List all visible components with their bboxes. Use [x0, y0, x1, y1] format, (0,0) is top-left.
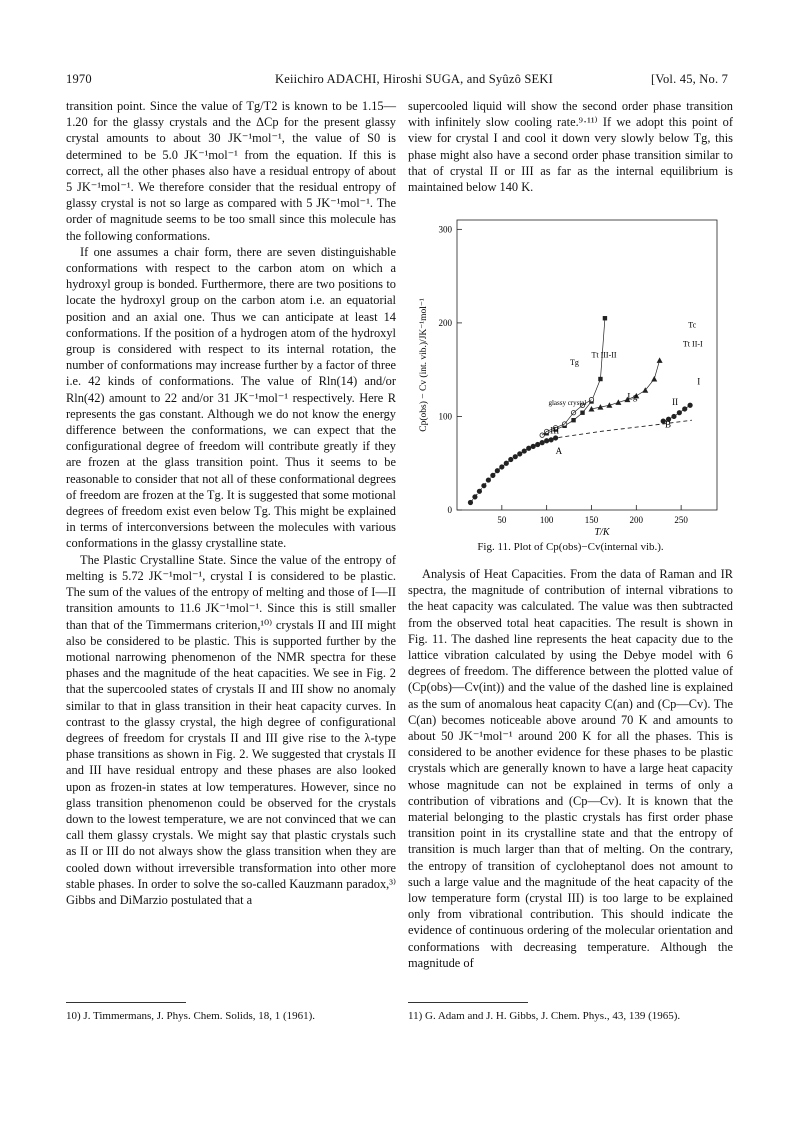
annotation-glassy: glassy crystal [548, 399, 587, 408]
heat-capacity-chart [412, 210, 730, 540]
data-point [509, 457, 513, 461]
annotation-I: I [697, 376, 701, 387]
right-column-top [408, 98, 733, 195]
chart-marks [468, 316, 692, 505]
x-tick-label: 50 [497, 515, 507, 525]
data-point [504, 461, 508, 465]
annotation-A: A [555, 445, 563, 456]
plot-frame [457, 220, 717, 510]
x-axis-label: T/K [594, 527, 610, 538]
paragraph: transition point. Since the value of Tg/T2 is known to be 1.15—1.20 for the glassy crystals and the ΔCp for the present glassy crystal amounts to about 30 JK⁻¹mol⁻¹, the value of S0 is determined to be 5.0 JK⁻¹mol⁻¹ from the equation. If this is correct, all the other phases also have a residual entropy of about 5 JK⁻¹mol⁻¹. We therefore consider that the residual entropy of glassy crystal is not so large as compared with 5 JK⁻¹mol⁻¹. The order of magnitude seems to be too small since this molecule has the following conformations. [66, 99, 396, 243]
annotation-Tg: Tg [569, 358, 579, 367]
right-column-bottom [408, 566, 733, 971]
data-point [468, 500, 472, 504]
data-point [522, 449, 526, 453]
annotation-Tc: Tc [688, 320, 697, 330]
y-tick-label: 300 [438, 224, 452, 235]
paragraph: supercooled liquid will show the second order phase transition with infinitely slow cooling rate.⁹·¹¹⁾ If we adopt this point of view for crystal I and cool it down very slowly below Tg, this phase might also have a second order phase transition similar to that of crystal II or III as far as the internal equilibrium is maintained below 140 K. [408, 99, 733, 195]
data-point [553, 436, 557, 440]
annotation-Lg: Lg [627, 391, 638, 402]
page-number: 1970 [66, 72, 92, 86]
footnote-rule [408, 1002, 528, 1003]
x-tick-label: 150 [584, 515, 599, 525]
x-tick-label: 200 [629, 515, 644, 525]
data-point [495, 469, 499, 473]
data-point [473, 495, 477, 499]
figure-caption: Fig. 11. Plot of Cp(obs)−Cv(internal vib.). [477, 541, 664, 553]
data-point [540, 440, 544, 444]
footnote-rule [66, 1002, 186, 1003]
data-point [482, 483, 486, 487]
y-tick-label: 100 [438, 411, 452, 422]
footnote-11: 11) G. Adam and J. H. Gibbs, J. Chem. Phys., 43, 139 (1965). [408, 1010, 681, 1022]
data-point [500, 465, 504, 469]
data-point [486, 478, 490, 482]
figure-11 [412, 210, 730, 540]
series-line [547, 318, 605, 436]
annotation-B: B [665, 419, 672, 430]
data-point [544, 439, 548, 443]
annotation-Tt1: Tt II-I [682, 339, 703, 349]
data-point [518, 452, 522, 456]
volume-label: [Vol. 45, No. 7 [651, 72, 729, 86]
data-point [491, 473, 495, 477]
data-point [657, 357, 663, 363]
left-column [66, 98, 396, 908]
data-point [513, 454, 517, 458]
annotation-II: II [672, 397, 679, 408]
y-axis-label: Cp(obs) − Cv (int. vib.)/JK⁻¹mol⁻¹ [419, 298, 429, 432]
data-point [549, 438, 553, 442]
paragraph: If one assumes a chair form, there are seven distinguishable conformations with respect to the carbon atom on which a hydroxyl group is bonded. Furthermore, there are two positions to locate the hydroxyl group on the carbon atom i.e. an equatorial position and an axial one. Thus we can anticipate at least 14 conformations. If the position of a hydrogen atom of the hydroxyl group is considered with respect to its internal rotation, the number of conformations may increase further by a factor of three i.e. 42 kinds of conformations. The value of Rln(14) and/or Rln(42) amount to 22 and/or 31 JK⁻¹mol⁻¹ respectively. Here R represents the gas constant. Although we do not know the energy difference between the conformations, we can expect that the configurational degree of freedom will contribute greatly if they are frozen at the glass transition point. Thus it seems to be reasonable to consider that not all of these conformational degrees of freedom are frozen at the Tg. It is suggested that some motional degrees of freedom exist even below Tg. This might be explained in terms of interconversions between the molecules with various conformations in the glassy crystalline state. [66, 244, 396, 551]
debye-dashed-line [470, 420, 691, 502]
data-point [527, 446, 531, 450]
footnote-10: 10) J. Timmermans, J. Phys. Chem. Solids, 18, 1 (1961). [66, 1010, 316, 1022]
paragraph: The Plastic Crystalline State. Since the value of the entropy of melting is 5.72 JK⁻¹mol⁻¹, crystal I is considered to be plastic. The sum of the values of the entropy of melting and those of I—II transition amounts to 11.6 JK⁻¹mol⁻¹. Since this is still smaller than that of the Timmermans criterion,¹⁰⁾ crystals II and III might also be considered to be plastic. This is supported further by the motional narrowing phenomenon of the NMR spectra for these phases and the magnitude of the heat capacities. We see in Fig. 2 that the supercooled states of crystals II and III show no anomaly similar to that in glass transition in their heat capacity curves. In contrast to the glassy crystal, the high degree of configurational degrees of freedom for crystals II and III give rise to the λ-type phase transitions as shown in Fig. 2. We suggested that crystals II and III have residual entropy and these phases are also looked upon as frozen-in states at low temperatures. However, since no glass transition phenomenon could be observed for the crystals down to the lowest temperature, we are not convinced that we can call them glassy crystals. We might say that plastic crystals such as II or III do not always show the glass transition when they are cooled down without irreversible transformation into other more stable phases. In order to solve the so-called Kauzmann paradox,³⁾ Gibbs and DiMarzio postulated that a [66, 552, 396, 907]
x-tick-label: 250 [674, 515, 688, 525]
chart-labels [418, 298, 703, 538]
annotation-Tt2: Tt III-II [591, 350, 617, 360]
x-tick-label: 100 [539, 515, 554, 525]
y-tick-label: 200 [438, 317, 452, 328]
data-point [531, 444, 535, 448]
y-tick-label: 0 [447, 505, 452, 515]
running-head-authors: Keiichiro ADACHI, Hiroshi SUGA, and Syûzô SEKI [275, 72, 553, 86]
paragraph: Analysis of Heat Capacities. From the data of Raman and IR spectra, the magnitude of contribution of internal vibrations to the heat capacity was calculated. The value was then subtracted from the observed total heat capacities. The result is shown in Fig. 11. The dashed line represents the heat capacity due to the lattice vibration calculated by using the Debye model with 6 degrees of freedom. The difference between the plotted value of (Cp(obs)—Cv(int)) and the value of the dashed line is explained as the sum of anomalous heat capacity C(an) and (Cp—Cv). The C(an) becomes noticeable above around 70 K and amounts to about 50 JK⁻¹mol⁻¹ around 200 K for all the phases. This is considered to be another evidence for these phases to be plastic crystals which are generally known to have a large heat capacity whose magnitude can not be explained in terms of only a contribution of vibrations and (Cp—Cv). It is known that the material belonging to the plastic crystals has first order phase transition point in its crystalline state and that the entropy of transition is much larger than that of melting. On the contrary, the entropy of transition of cycloheptanol does not amount to such a large value and the magnitude of the heat capacity of the low temperature form (crystal III) is too large to be explained only from vibrational contribution. This should indicate the evidence of continuous ordering of the molecular orientation and conformations with decreasing temperature. Although the magnitude of [408, 567, 733, 970]
data-point [477, 489, 481, 493]
data-point [535, 442, 539, 446]
chart-axes [439, 220, 718, 525]
data-point [589, 397, 593, 401]
annotation-III: III [550, 425, 560, 436]
